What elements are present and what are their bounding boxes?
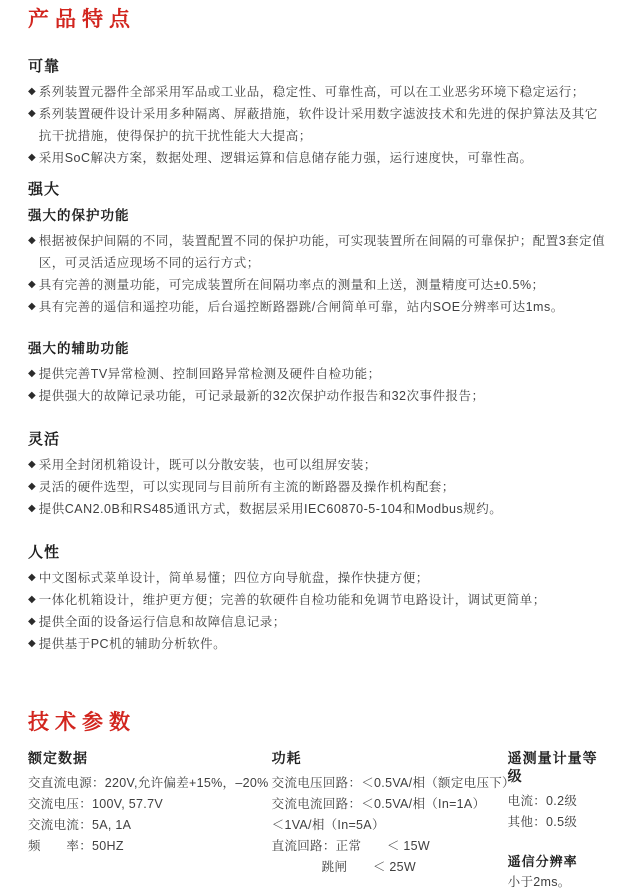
feature-bullet-text: 提供完善TV异常检测、控制回路异常检测及硬件自检功能； xyxy=(38,367,381,381)
spec-heading-telemetry-grade: 遥测量计量等级 xyxy=(507,750,598,784)
diamond-bullet-icon: ◆ xyxy=(28,301,36,312)
spec-row: 跳闸 ＜ 25W xyxy=(321,860,417,874)
spec-heading-power-consumption: 功耗 xyxy=(271,750,302,766)
feature-bullet xyxy=(28,589,610,611)
feature-bullet xyxy=(28,454,610,476)
feature-bullet xyxy=(28,81,610,103)
feature-bullet xyxy=(28,274,610,296)
features-section xyxy=(28,56,610,655)
diamond-bullet-icon: ◆ xyxy=(28,152,36,163)
diamond-bullet-icon: ◆ xyxy=(28,235,36,246)
spec-row: 交流电流：5A, 1A xyxy=(28,818,132,832)
features-section-title: 产品特点 xyxy=(28,8,136,31)
feature-bullet xyxy=(28,385,610,407)
diamond-bullet-icon: ◆ xyxy=(28,503,36,514)
spec-row: 交流电流回路：＜0.5VA/相（In=1A） xyxy=(271,797,486,811)
feature-bullet-text: 系列装置硬件设计采用多种隔离、屏蔽措施，软件设计采用数字滤波技术和先进的保护算法及其它抗干扰措施，使得保护的抗干扰性能大大提高； xyxy=(38,107,598,143)
spec-row: 直流回路：正常 ＜ 15W xyxy=(271,839,431,853)
sub-heading-protection: 强大的保护功能 xyxy=(28,208,130,223)
feature-bullet-text: 提供基于PC机的辅助分析软件。 xyxy=(38,637,227,651)
spec-heading-signal-resolution: 遥信分辨率 xyxy=(507,854,578,869)
feature-group-flexible xyxy=(28,429,610,520)
feature-bullet-text: 系列装置元器件全部采用军品或工业品，稳定性、可靠性高，可以在工业恶劣环境下稳定运行； xyxy=(38,85,585,99)
feature-bullet-text: 提供全面的设备运行信息和故障信息记录； xyxy=(38,615,286,629)
feature-bullet-text: 提供强大的故障记录功能，可记录最新的32次保护动作报告和32次事件报告； xyxy=(38,389,485,403)
feature-bullet-text: 采用全封闭机箱设计，既可以分散安装，也可以组屏安装； xyxy=(38,458,377,472)
specs-section xyxy=(28,749,610,893)
spec-row: 电流：0.2级 xyxy=(507,794,578,808)
feature-bullet-text: 具有完善的遥信和遥控功能，后台遥控断路器跳/合闸简单可靠，站内SOE分辨率可达1ms。 xyxy=(38,300,564,314)
spec-row: 小于2ms。 xyxy=(507,875,571,889)
feature-bullet-text: 一体化机箱设计，维护更方便；完善的软硬件自检功能和免调节电路设计，调试更简单； xyxy=(38,593,546,607)
feature-bullet-text: 根据被保护间隔的不同，装置配置不同的保护功能，可实现装置所在间隔的可靠保护；配置3套定值区，可灵活适应现场不同的运行方式； xyxy=(38,234,606,270)
spec-column-power-consumption xyxy=(271,749,515,893)
diamond-bullet-icon: ◆ xyxy=(28,594,36,605)
diamond-bullet-icon: ◆ xyxy=(28,279,36,290)
feature-bullet xyxy=(28,147,610,169)
diamond-bullet-icon: ◆ xyxy=(28,572,36,583)
diamond-bullet-icon: ◆ xyxy=(28,108,36,119)
group-heading-reliable: 可靠 xyxy=(28,58,61,75)
feature-bullet-text: 采用SoC解决方案，数据处理、逻辑运算和信息储存能力强，运行速度快，可靠性高。 xyxy=(38,151,533,165)
feature-bullet xyxy=(28,230,610,274)
sub-heading-auxiliary: 强大的辅助功能 xyxy=(28,341,130,356)
group-heading-powerful: 强大 xyxy=(28,181,61,198)
spec-row: 其他：0.5级 xyxy=(507,815,578,829)
feature-bullet xyxy=(28,476,610,498)
feature-bullet-text: 中文图标式菜单设计，简单易懂；四位方向导航盘，操作快捷方便； xyxy=(38,571,429,585)
diamond-bullet-icon: ◆ xyxy=(28,638,36,649)
specs-section-title: 技术参数 xyxy=(28,711,136,734)
spec-row: 交流电压回路：＜0.5VA/相（额定电压下） xyxy=(271,776,515,790)
feature-group-humanized xyxy=(28,542,610,655)
diamond-bullet-icon: ◆ xyxy=(28,368,36,379)
diamond-bullet-icon: ◆ xyxy=(28,616,36,627)
spec-column-rated-data xyxy=(28,749,272,893)
spec-row: ＜1VA/相（In=5A） xyxy=(271,818,385,832)
feature-bullet xyxy=(28,103,610,147)
spec-heading-rated-data: 额定数据 xyxy=(28,750,88,766)
diamond-bullet-icon: ◆ xyxy=(28,390,36,401)
feature-bullet xyxy=(28,498,610,520)
group-heading-humanized: 人性 xyxy=(28,544,61,561)
feature-group-powerful xyxy=(28,179,610,407)
diamond-bullet-icon: ◆ xyxy=(28,481,36,492)
feature-bullet-text: 提供CAN2.0B和RS485通讯方式，数据层采用IEC60870-5-104和Modbus规约。 xyxy=(38,502,503,516)
spec-row: 交流电压：100V, 57.7V xyxy=(28,797,163,811)
spec-column-telemetry-grade xyxy=(508,749,610,893)
feature-bullet xyxy=(28,567,610,589)
diamond-bullet-icon: ◆ xyxy=(28,86,36,97)
feature-bullet xyxy=(28,633,610,655)
feature-bullet xyxy=(28,611,610,633)
feature-group-reliable xyxy=(28,56,610,169)
group-heading-flexible: 灵活 xyxy=(28,431,61,448)
feature-bullet-text: 灵活的硬件选型，可以实现同与目前所有主流的断路器及操作机构配套； xyxy=(38,480,455,494)
feature-bullet-text: 具有完善的测量功能，可完成装置所在间隔功率点的测量和上送，测量精度可达±0.5%； xyxy=(38,278,545,292)
spec-row: 频 率：50HZ xyxy=(28,839,124,853)
feature-bullet xyxy=(28,296,610,318)
feature-bullet xyxy=(28,363,610,385)
diamond-bullet-icon: ◆ xyxy=(28,459,36,470)
spec-row: 交直流电源：220V,允许偏差+15%，–20% xyxy=(28,776,269,790)
